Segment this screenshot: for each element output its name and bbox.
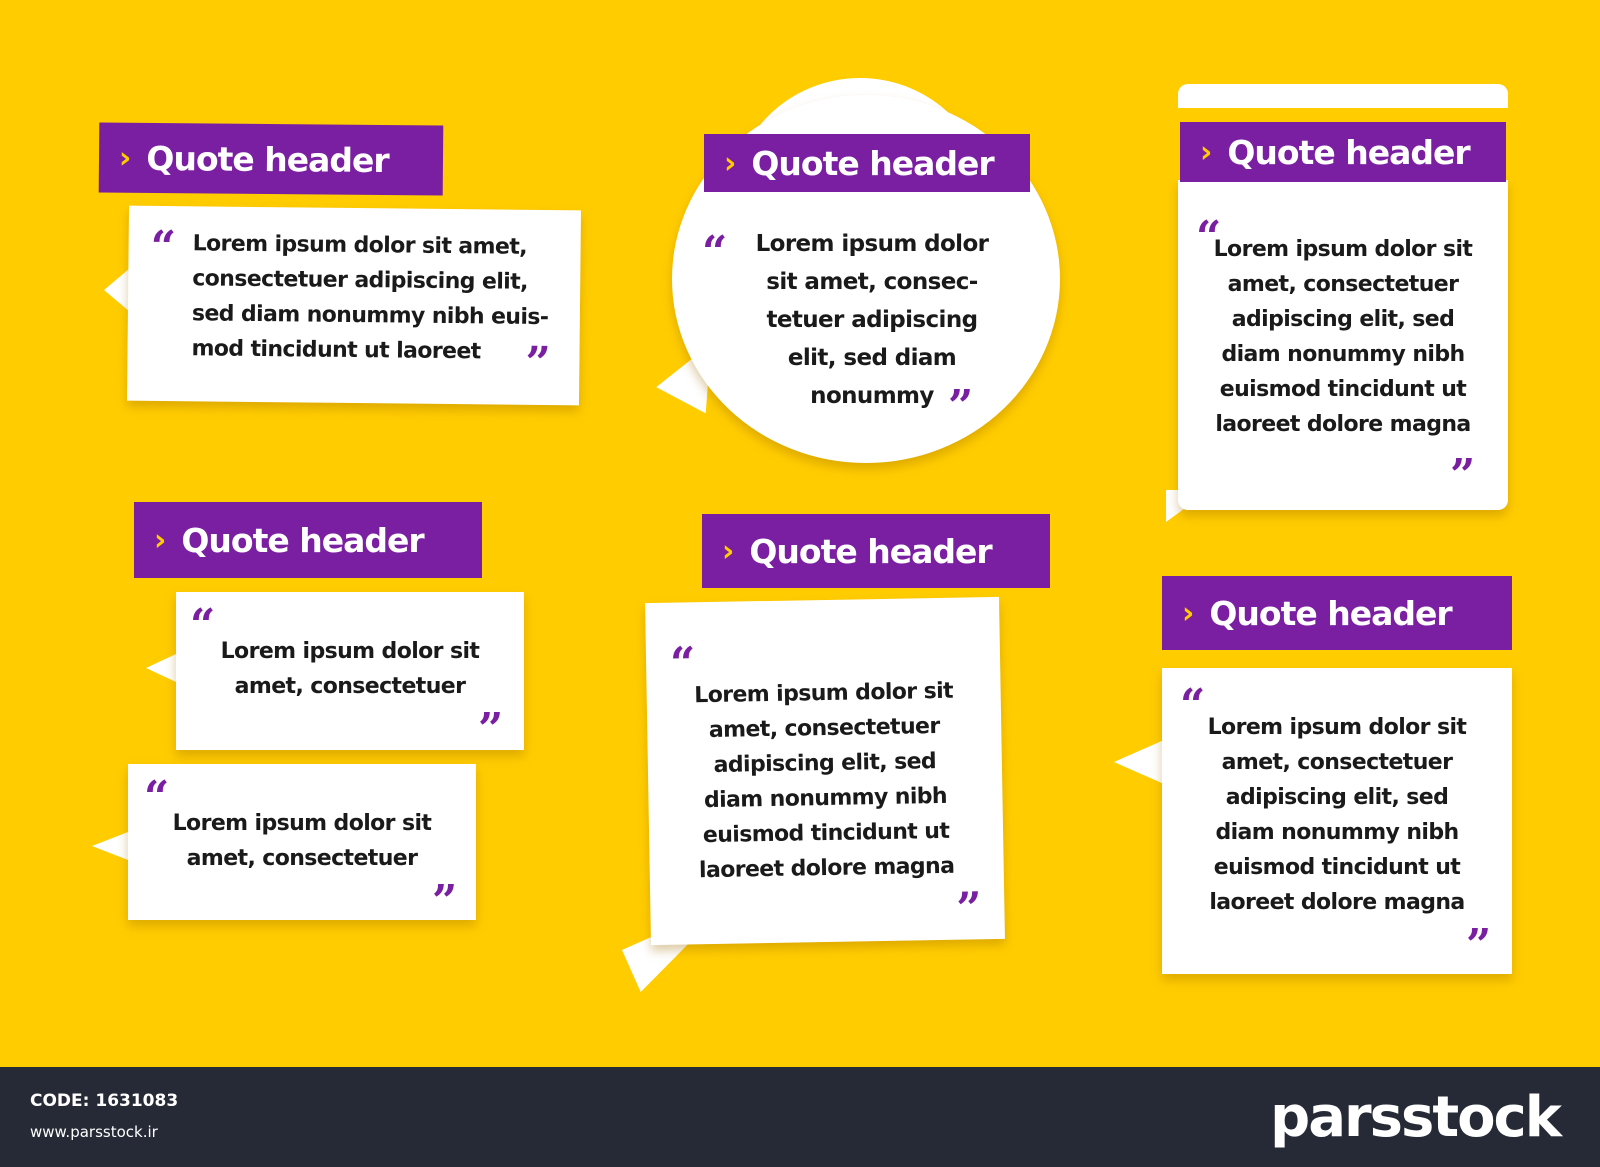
close-quote-icon: ” [432, 876, 458, 927]
quote-header-label: Quote header [1227, 132, 1470, 172]
quote-text: Lorem ipsum dolor sit amet, consectetuer [172, 811, 432, 871]
quote-header-5 [702, 514, 1050, 588]
chevron-right-icon: › [724, 145, 736, 181]
quote-header-2 [704, 134, 1030, 192]
close-quote-icon: ” [525, 337, 551, 390]
open-quote-icon: “ [702, 227, 728, 278]
quote-header-4 [134, 502, 482, 578]
open-quote-icon: “ [1196, 212, 1222, 263]
speech-tail [92, 832, 128, 860]
speech-tail [104, 268, 130, 312]
quote-header-3 [1180, 122, 1506, 182]
quote-text: Lorem ipsum dolor sit amet, consectetuer adipiscing elit, sed diam nonummy nibh euis- mod tincidunt ut laoreet [191, 231, 549, 365]
close-quote-icon: ” [1450, 450, 1476, 501]
quote-text: Lorem ipsum dolor sit amet, consec- tetuer adipiscing elit, sed diam nonummy [755, 231, 989, 409]
card-top-strip [1178, 84, 1508, 108]
quote-header-label: Quote header [749, 531, 992, 571]
open-quote-icon: “ [190, 600, 216, 651]
close-quote-icon: ” [948, 381, 974, 432]
close-quote-icon: ” [1466, 920, 1492, 971]
quote-header-label: Quote header [751, 143, 994, 183]
quote-card-5 [645, 597, 1005, 945]
open-quote-icon: “ [669, 638, 696, 690]
quote-card-3 [1178, 180, 1508, 510]
quote-header-6 [1162, 576, 1512, 650]
site-url[interactable]: www.parsstock.ir [30, 1123, 158, 1141]
quote-text: Lorem ipsum dolor sit amet, consectetuer adipiscing elit, sed diam nonummy nibh euismod tincidunt ut laoreet dolore magna [694, 678, 955, 884]
close-quote-icon: ” [955, 883, 983, 935]
chevron-right-icon: › [1182, 595, 1194, 631]
quote-header-label: Quote header [1209, 593, 1452, 633]
footer-bar [0, 1067, 1600, 1167]
chevron-right-icon: › [1200, 134, 1212, 170]
open-quote-icon: “ [150, 221, 177, 274]
speech-tail [146, 654, 176, 682]
quote-header-1 [99, 123, 444, 196]
image-code: CODE: 1631083 [30, 1091, 179, 1111]
quote-text: Lorem ipsum dolor sit amet, consectetuer [220, 639, 480, 699]
open-quote-icon: “ [1180, 680, 1206, 731]
quote-card-4a [176, 592, 524, 755]
chevron-right-icon: › [722, 533, 734, 569]
quote-header-label: Quote header [181, 520, 424, 560]
chevron-right-icon: › [118, 140, 131, 176]
quote-text: Lorem ipsum dolor sit amet, consectetuer adipiscing elit, sed diam nonummy nibh euismod tincidunt ut laoreet dolore magna [1213, 237, 1473, 437]
chevron-right-icon: › [154, 522, 166, 558]
quote-card-4b [128, 764, 476, 927]
open-quote-icon: “ [144, 772, 170, 823]
quote-card-1 [127, 206, 581, 406]
quote-card-6 [1162, 668, 1512, 974]
brand-logo: parsstock [1270, 1085, 1560, 1150]
quote-text: Lorem ipsum dolor sit amet, consectetuer adipiscing elit, sed diam nonummy nibh euismod tincidunt ut laoreet dolore magna [1207, 715, 1467, 915]
close-quote-icon: ” [478, 704, 504, 755]
speech-tail [1114, 740, 1164, 784]
quote-header-label: Quote header [146, 138, 389, 180]
